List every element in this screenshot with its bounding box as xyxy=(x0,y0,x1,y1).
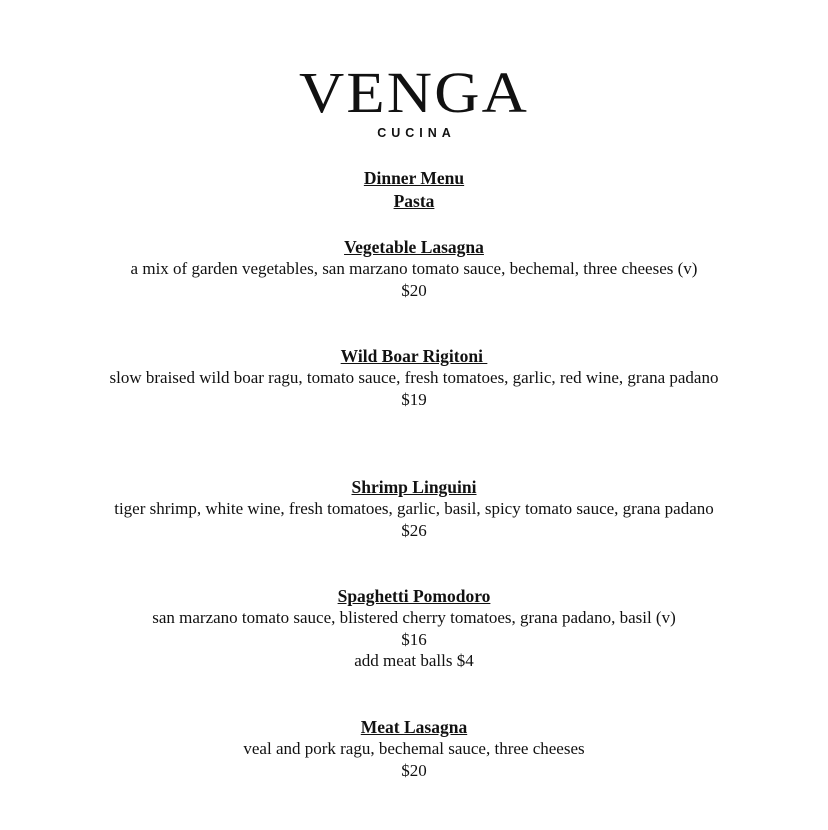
item-description: slow braised wild boar ragu, tomato sauce, fresh tomatoes, garlic, red wine, grana padano xyxy=(109,368,719,387)
item-description: a mix of garden vegetables, san marzano tomato sauce, bechemal, three cheeses (v) xyxy=(130,259,698,278)
item-description: veal and pork ragu, bechemal sauce, three cheeses xyxy=(243,739,585,758)
menu-item xyxy=(0,236,828,301)
item-description: san marzano tomato sauce, blistered cherry tomatoes, grana padano, basil (v) xyxy=(152,608,676,627)
menu-item xyxy=(0,476,828,541)
item-name: Wild Boar Rigitoni xyxy=(340,346,488,366)
item-description: tiger shrimp, white wine, fresh tomatoes, garlic, basil, spicy tomato sauce, grana padano xyxy=(114,499,714,518)
item-name: Spaghetti Pomodoro xyxy=(337,586,491,606)
item-price: $20 xyxy=(401,280,427,300)
menu-item xyxy=(0,345,828,410)
item-price: $26 xyxy=(401,520,427,540)
item-name: Meat Lasagna xyxy=(360,717,468,737)
logo-subtitle: CUCINA xyxy=(377,126,456,140)
item-name: Vegetable Lasagna xyxy=(344,237,484,257)
menu-item xyxy=(0,716,828,781)
section-title: Pasta xyxy=(393,191,435,211)
item-price: $19 xyxy=(401,389,427,409)
menu-item xyxy=(0,585,828,672)
item-price: $20 xyxy=(401,760,427,780)
item-price: $16 xyxy=(401,629,427,649)
item-name: Shrimp Linguini xyxy=(351,477,477,497)
item-addon: add meat balls $4 xyxy=(354,651,474,670)
logo-title: VENGA xyxy=(298,60,530,125)
menu-title: Dinner Menu xyxy=(363,168,465,188)
